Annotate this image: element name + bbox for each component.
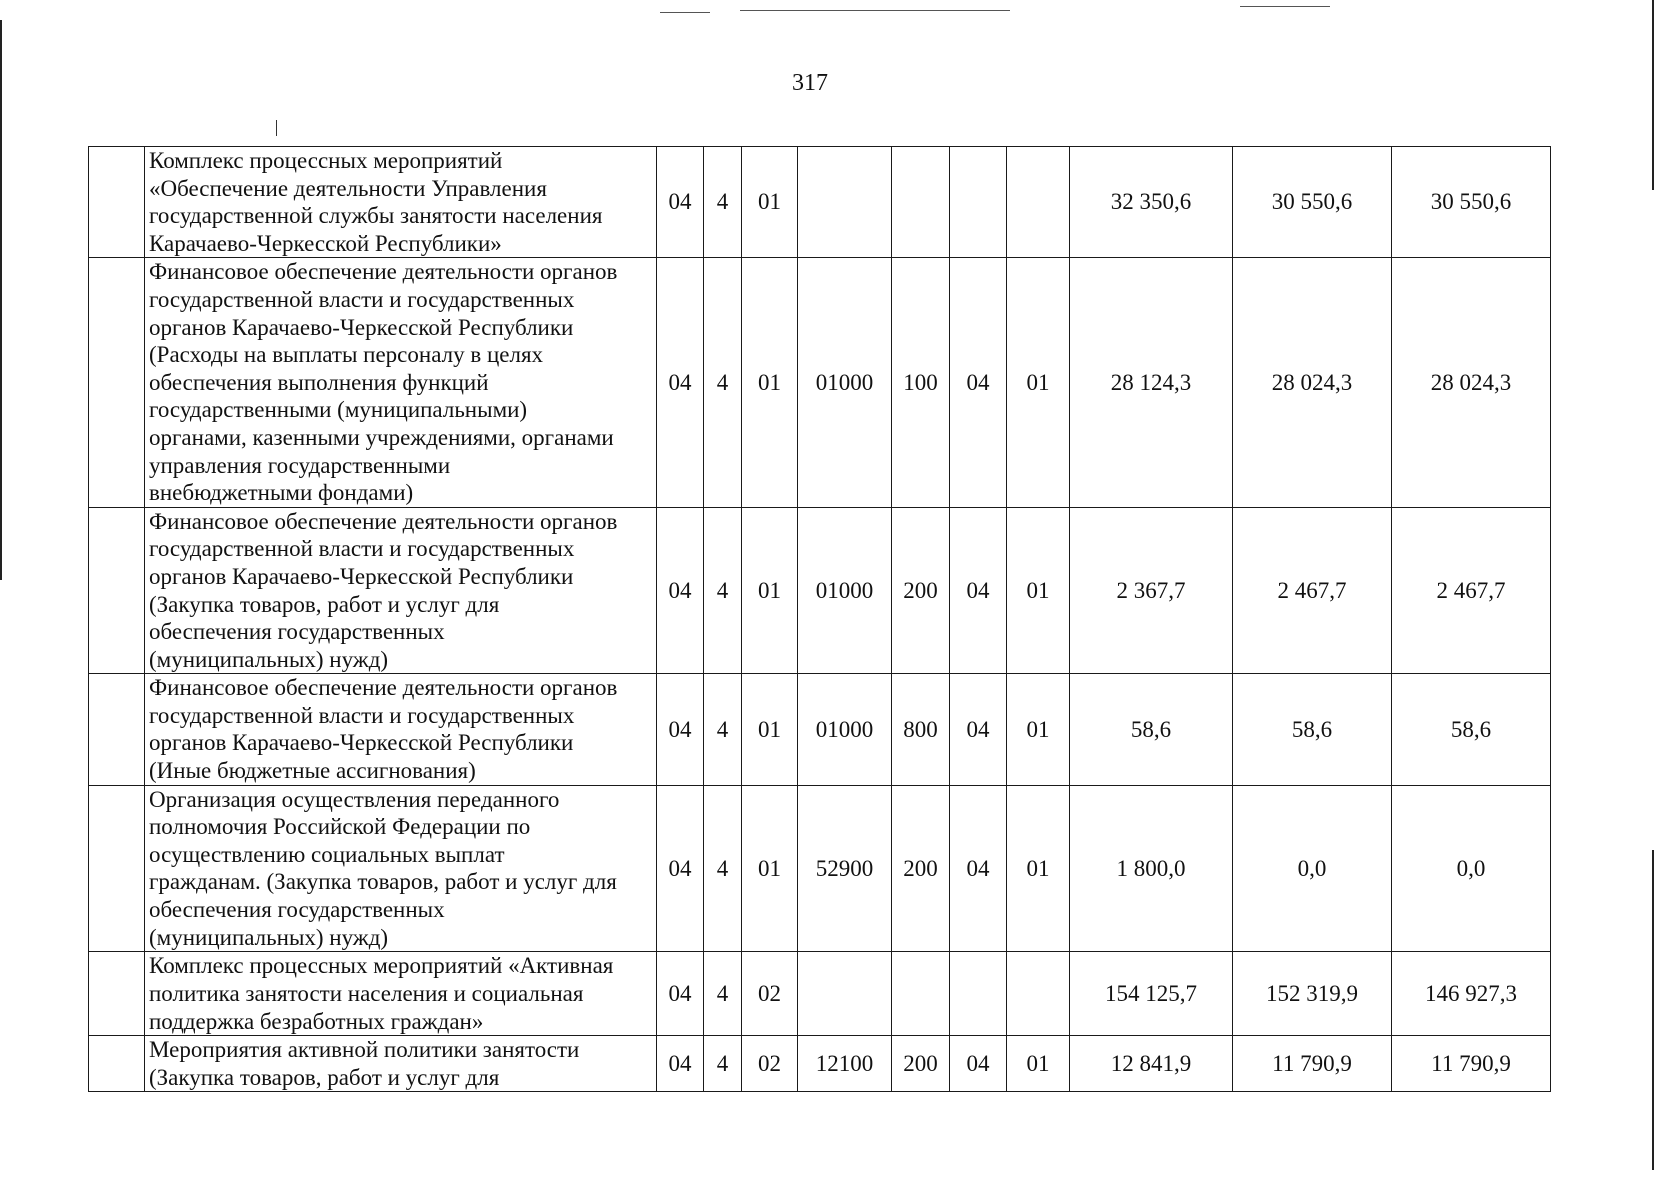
row-number-cell xyxy=(89,147,145,258)
code-cell xyxy=(798,952,892,1036)
amount-cell: 0,0 xyxy=(1392,785,1551,952)
amount-cell: 11 790,9 xyxy=(1392,1036,1551,1092)
row-number-cell xyxy=(89,1036,145,1092)
code-cell: 04 xyxy=(950,1036,1007,1092)
amount-cell: 2 467,7 xyxy=(1233,507,1392,674)
scan-edge-right-lower xyxy=(1652,850,1654,1170)
code-cell: 04 xyxy=(950,785,1007,952)
code-cell xyxy=(892,952,950,1036)
code-cell: 01 xyxy=(742,507,798,674)
amount-cell: 2 367,7 xyxy=(1070,507,1233,674)
amount-cell: 30 550,6 xyxy=(1233,147,1392,258)
code-cell: 04 xyxy=(657,1036,704,1092)
table-row xyxy=(89,674,1551,785)
code-cell: 01000 xyxy=(798,258,892,507)
code-cell: 04 xyxy=(657,952,704,1036)
amount-cell: 0,0 xyxy=(1233,785,1392,952)
code-cell xyxy=(798,147,892,258)
row-description: Финансовое обеспечение деятельности органов государственной власти и государственных органов Карачаево-Черкесской Республики (Закупка товаров, работ и услуг для обеспечения государственных (муниципальных) нужд) xyxy=(145,507,657,674)
code-cell: 200 xyxy=(892,785,950,952)
code-cell: 01 xyxy=(742,258,798,507)
row-description: Организация осуществления переданного полномочия Российской Федерации по осуществлению социальных выплат гражданам. (Закупка товаров, работ и услуг для обеспечения государственных (муниципальных) нужд) xyxy=(145,785,657,952)
row-number-cell xyxy=(89,258,145,507)
code-cell: 200 xyxy=(892,1036,950,1092)
amount-cell: 30 550,6 xyxy=(1392,147,1551,258)
code-cell: 4 xyxy=(704,674,742,785)
code-cell: 02 xyxy=(742,952,798,1036)
code-cell: 100 xyxy=(892,258,950,507)
code-cell: 52900 xyxy=(798,785,892,952)
amount-cell: 146 927,3 xyxy=(1392,952,1551,1036)
budget-table xyxy=(88,146,1551,1092)
code-cell: 04 xyxy=(950,258,1007,507)
row-description: Мероприятия активной политики занятости (Закупка товаров, работ и услуг для xyxy=(145,1036,657,1092)
code-cell: 4 xyxy=(704,147,742,258)
scan-dash-top-1 xyxy=(660,12,710,13)
scan-edge-left xyxy=(0,20,2,580)
table-row xyxy=(89,258,1551,507)
code-cell: 4 xyxy=(704,507,742,674)
amount-cell: 58,6 xyxy=(1070,674,1233,785)
code-cell: 01 xyxy=(742,147,798,258)
code-cell xyxy=(950,952,1007,1036)
amount-cell: 28 124,3 xyxy=(1070,258,1233,507)
amount-cell: 11 790,9 xyxy=(1233,1036,1392,1092)
page-number: 317 xyxy=(792,70,828,96)
row-number-cell xyxy=(89,785,145,952)
scan-tick-mark xyxy=(276,120,277,136)
code-cell: 01000 xyxy=(798,674,892,785)
code-cell: 04 xyxy=(657,258,704,507)
code-cell: 01 xyxy=(1007,258,1070,507)
code-cell: 01000 xyxy=(798,507,892,674)
row-number-cell xyxy=(89,952,145,1036)
code-cell: 04 xyxy=(950,507,1007,674)
code-cell: 02 xyxy=(742,1036,798,1092)
code-cell: 04 xyxy=(657,785,704,952)
code-cell: 4 xyxy=(704,952,742,1036)
code-cell: 04 xyxy=(657,674,704,785)
table-row xyxy=(89,507,1551,674)
amount-cell: 154 125,7 xyxy=(1070,952,1233,1036)
amount-cell: 12 841,9 xyxy=(1070,1036,1233,1092)
code-cell: 800 xyxy=(892,674,950,785)
amount-cell: 152 319,9 xyxy=(1233,952,1392,1036)
code-cell xyxy=(950,147,1007,258)
code-cell: 01 xyxy=(1007,785,1070,952)
amount-cell: 28 024,3 xyxy=(1392,258,1551,507)
code-cell: 200 xyxy=(892,507,950,674)
code-cell: 04 xyxy=(950,674,1007,785)
code-cell xyxy=(1007,952,1070,1036)
code-cell: 4 xyxy=(704,1036,742,1092)
code-cell xyxy=(892,147,950,258)
amount-cell: 2 467,7 xyxy=(1392,507,1551,674)
table-row xyxy=(89,147,1551,258)
row-number-cell xyxy=(89,674,145,785)
code-cell: 01 xyxy=(742,785,798,952)
table-row xyxy=(89,952,1551,1036)
code-cell: 12100 xyxy=(798,1036,892,1092)
scan-dash-top-2 xyxy=(740,10,1010,11)
scan-edge-right xyxy=(1652,0,1654,190)
row-number-cell xyxy=(89,507,145,674)
row-description: Комплекс процессных мероприятий «Активная политика занятости населения и социальная поддержка безработных граждан» xyxy=(145,952,657,1036)
amount-cell: 28 024,3 xyxy=(1233,258,1392,507)
code-cell: 4 xyxy=(704,258,742,507)
scan-dash-top-3 xyxy=(1240,6,1330,7)
code-cell: 04 xyxy=(657,507,704,674)
amount-cell: 32 350,6 xyxy=(1070,147,1233,258)
code-cell xyxy=(1007,147,1070,258)
table-row xyxy=(89,1036,1551,1092)
code-cell: 01 xyxy=(742,674,798,785)
code-cell: 01 xyxy=(1007,507,1070,674)
amount-cell: 1 800,0 xyxy=(1070,785,1233,952)
code-cell: 01 xyxy=(1007,674,1070,785)
amount-cell: 58,6 xyxy=(1233,674,1392,785)
code-cell: 01 xyxy=(1007,1036,1070,1092)
row-description: Финансовое обеспечение деятельности органов государственной власти и государственных органов Карачаево-Черкесской Республики (Расходы на выплаты персоналу в целях обеспечения выполнения функций государственными (муниципальными) органами, казенными учреждениями, органами управления государственными внебюджетными фондами) xyxy=(145,258,657,507)
code-cell: 04 xyxy=(657,147,704,258)
row-description: Финансовое обеспечение деятельности органов государственной власти и государственных органов Карачаево-Черкесской Республики (Иные бюджетные ассигнования) xyxy=(145,674,657,785)
table-row xyxy=(89,785,1551,952)
row-description: Комплекс процессных мероприятий «Обеспечение деятельности Управления государственной службы занятости населения Карачаево-Черкесской Республики» xyxy=(145,147,657,258)
code-cell: 4 xyxy=(704,785,742,952)
amount-cell: 58,6 xyxy=(1392,674,1551,785)
